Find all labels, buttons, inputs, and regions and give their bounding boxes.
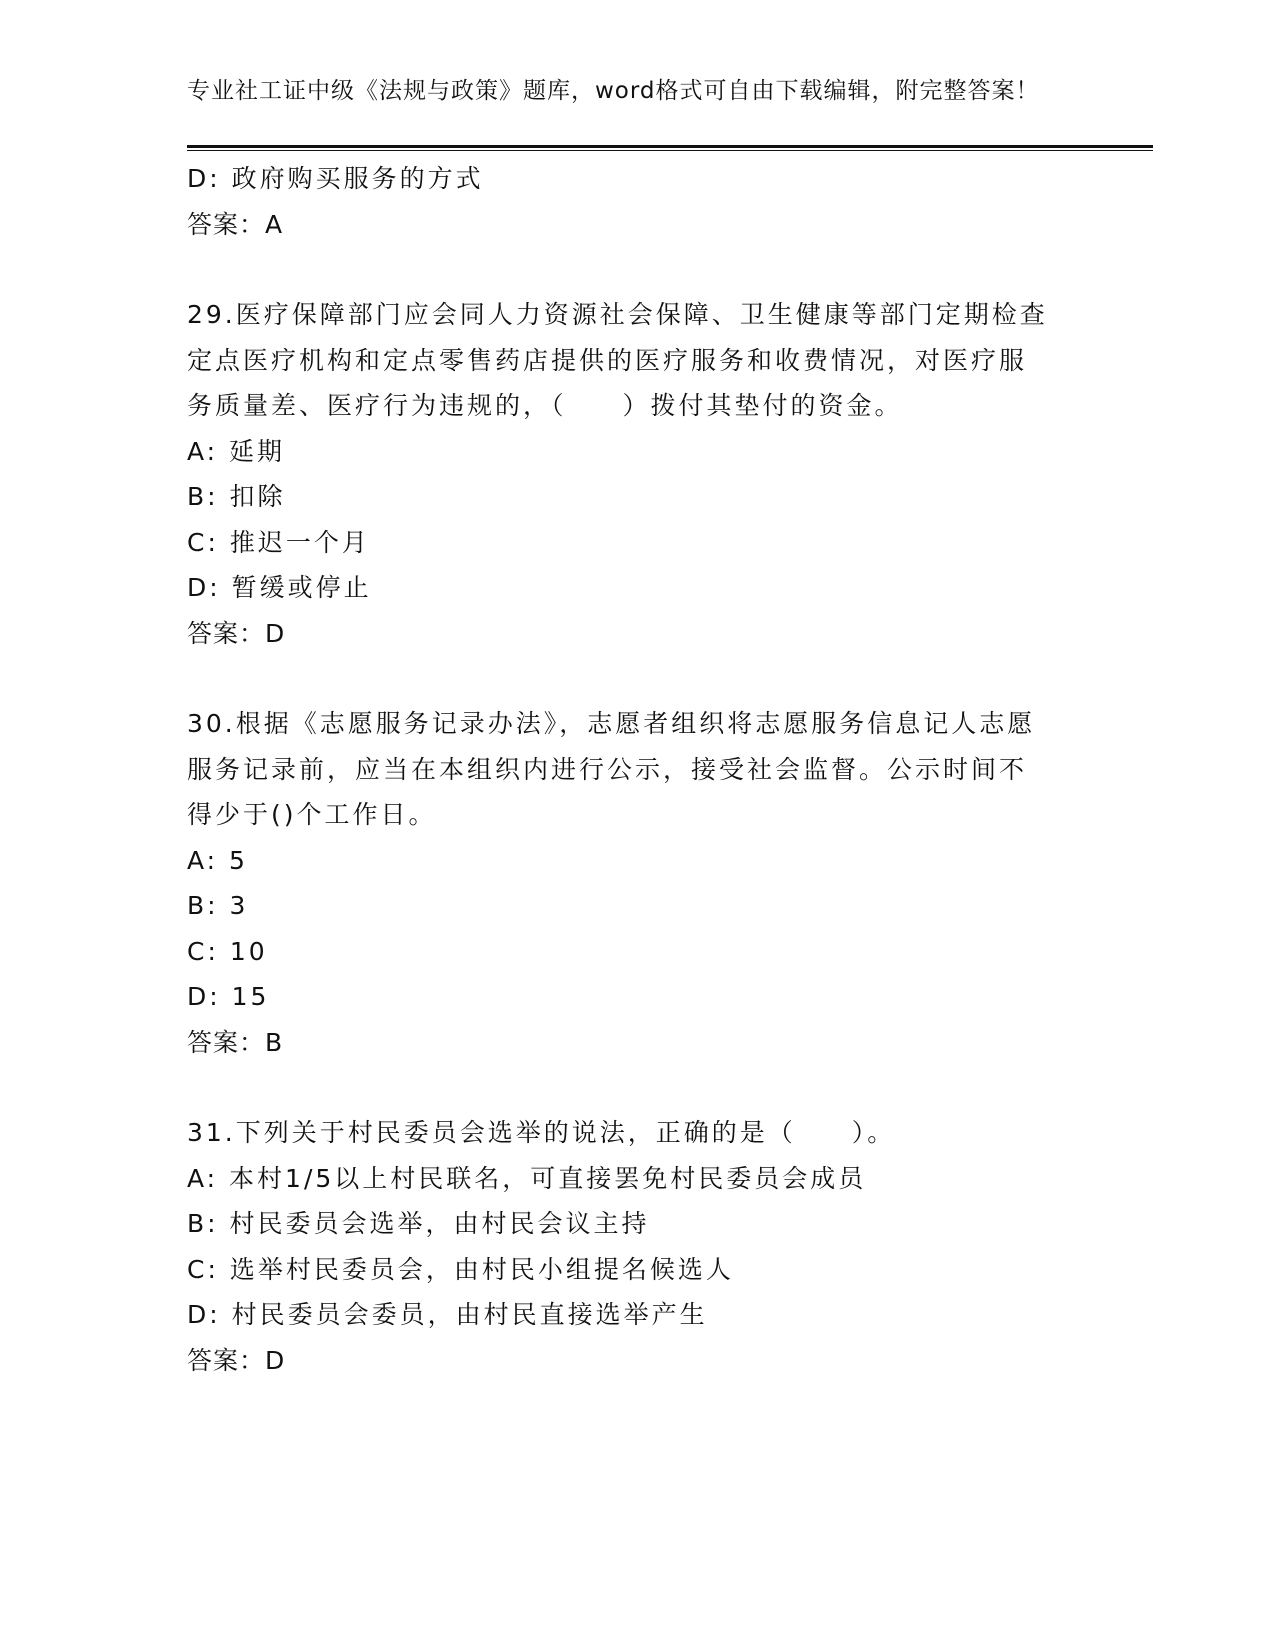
question-text-line: 31.下列关于村民委员会选举的说法，正确的是（ ）。	[187, 1118, 896, 1147]
option-b: B: 村民委员会选举，由村民会议主持	[187, 1209, 650, 1238]
spacer	[187, 1065, 1087, 1110]
question-block	[187, 1110, 1087, 1383]
page-header: 专业社工证中级《法规与政策》题库，word格式可自由下载编辑，附完整答案！	[187, 78, 1040, 104]
question-list	[187, 156, 1087, 1383]
answer-label: 答案：A	[187, 209, 284, 239]
option-d: D: 村民委员会委员，由村民直接选举产生	[187, 1300, 708, 1329]
option-b: B: 3	[187, 891, 249, 920]
question-block	[187, 156, 1087, 247]
spacer	[187, 656, 1087, 701]
option-a: A: 本村1/5以上村民联名，可直接罢免村民委员会成员	[187, 1163, 867, 1193]
question-text-line: 服务记录前，应当在本组织内进行公示，接受社会监督。公示时间不	[187, 754, 1028, 784]
header-rule-thick	[187, 145, 1153, 148]
option-c: C: 选举村民委员会，由村民小组提名候选人	[187, 1254, 734, 1284]
option-c: C: 10	[187, 936, 268, 966]
option-d: D: 政府购买服务的方式	[187, 164, 484, 193]
question-block	[187, 292, 1087, 656]
question-text-line: 29.医疗保障部门应会同人力资源社会保障、卫生健康等部门定期检查	[187, 300, 1048, 329]
question-text-line: 30.根据《志愿服务记录办法》，志愿者组织将志愿服务信息记人志愿	[187, 709, 1036, 738]
spacer	[187, 247, 1087, 292]
option-b: B: 扣除	[187, 482, 286, 511]
option-a: A: 5	[187, 845, 248, 875]
option-c: C: 推迟一个月	[187, 527, 370, 557]
header-rule-thin	[187, 150, 1153, 151]
answer-label: 答案：D	[187, 1345, 286, 1375]
option-d: D: 暂缓或停止	[187, 573, 372, 602]
answer-label: 答案：B	[187, 1027, 284, 1057]
question-block	[187, 701, 1087, 1065]
option-d: D: 15	[187, 982, 270, 1011]
question-text-line: 务质量差、医疗行为违规的，（ ）拨付其垫付的资金。	[187, 391, 903, 420]
answer-label: 答案：D	[187, 618, 286, 648]
option-a: A: 延期	[187, 436, 286, 466]
question-text-line: 得少于()个工作日。	[187, 800, 437, 829]
question-text-line: 定点医疗机构和定点零售药店提供的医疗服务和收费情况，对医疗服	[187, 345, 1028, 375]
